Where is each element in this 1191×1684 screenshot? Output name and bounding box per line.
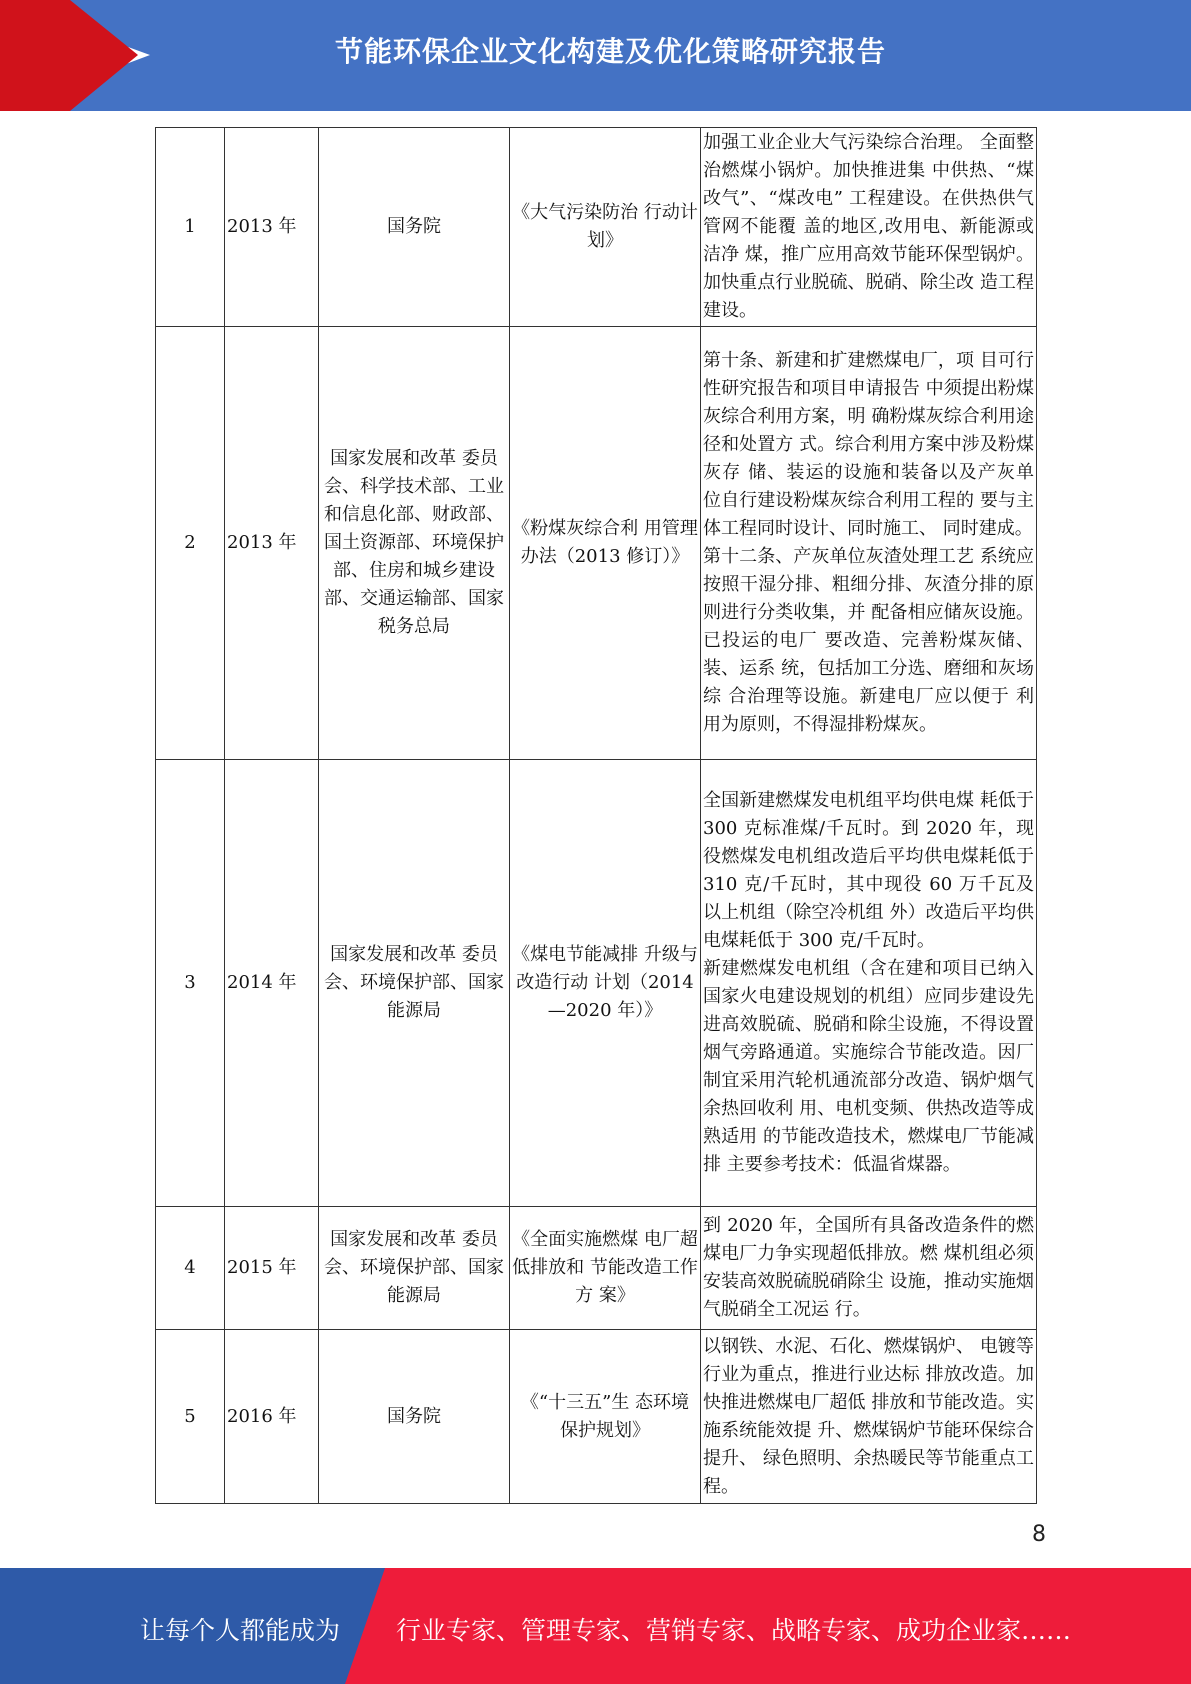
row-content: 到 2020 年，全国所有具备改造条件的燃煤电厂力争实现超低排放。燃 煤机组必须安装高效脱硫脱硝除尘 设施，推动实施烟气脱硝全工况运 行。 <box>701 1207 1037 1330</box>
report-title: 节能环保企业文化构建及优化策略研究报告 <box>334 35 886 68</box>
row-document: 《煤电节能减排 升级与改造行动 计划（2014—2020 年）》 <box>510 760 701 1207</box>
footer-slogan-left: 让每个人都能成为 <box>140 1616 341 1645</box>
policy-table <box>155 127 1037 1504</box>
table-row <box>156 1207 1037 1330</box>
row-content: 全国新建燃煤发电机组平均供电煤 耗低于 300 克标准煤/千瓦时。到 2020 年，现役燃煤发电机组改造后平均供电煤耗低于 310 克/千瓦时，其中现役 60 万千瓦及以上机组（除空冷机组 外）改造后平均供电煤耗低于 300 克/千瓦时。 新建燃煤发电机组（含在建和项目已纳入国家火电建设规划的机组）应同步建设先进高效脱硫、脱硝和除尘设施，不得设置烟气旁路通道。实施综合节能改造。因厂制宜采用汽轮机通流部分改造、锅炉烟气余热回收利 用、电机变频、供热改造等成熟适用 的节能改造技术，燃煤电厂节能减排 主要参考技术：低温省煤器。 <box>701 760 1037 1207</box>
row-number: 4 <box>156 1207 225 1330</box>
page-number: 8 <box>1032 1522 1046 1547</box>
row-department: 国务院 <box>319 1330 510 1504</box>
row-content: 第十条、新建和扩建燃煤电厂，项 目可行性研究报告和项目申请报告 中须提出粉煤灰综合利用方案，明 确粉煤灰综合利用途径和处置方 式。综合利用方案中涉及粉煤灰存 储、装运的设施和装备以及产灰单 位自行建设粉煤灰综合利用工程的 要与主体工程同时设计、同时施工、 同时建成。 第十二条、产灰单位灰渣处理工艺 系统应按照干湿分排、粗细分排、灰渣分排的原则进行分类收集，并 配备相应储灰设施。已投运的电厂 要改造、完善粉煤灰储、装、运系 统，包括加工分选、磨细和灰场综 合治理等设施。新建电厂应以便于 利用为原则，不得湿排粉煤灰。 <box>701 327 1037 760</box>
row-number: 1 <box>156 128 225 327</box>
table-row <box>156 760 1037 1207</box>
row-number: 5 <box>156 1330 225 1504</box>
row-document: 《“十三五”生 态环境保护规划》 <box>510 1330 701 1504</box>
footer-slogan-right: 行业专家、管理专家、营销专家、战略专家、成功企业家…… <box>396 1616 1072 1645</box>
row-year: 2014 年 <box>225 760 319 1207</box>
row-department: 国家发展和改革 委员会、环境保护部、国家能源局 <box>319 1207 510 1330</box>
row-department: 国务院 <box>319 128 510 327</box>
row-number: 2 <box>156 327 225 760</box>
table-row <box>156 327 1037 760</box>
row-year: 2013 年 <box>225 327 319 760</box>
row-document: 《粉煤灰综合利 用管理办法（2013 修订）》 <box>510 327 701 760</box>
row-year: 2016 年 <box>225 1330 319 1504</box>
page-footer <box>0 1568 1191 1684</box>
row-department: 国家发展和改革 委员会、环境保护部、国家能源局 <box>319 760 510 1207</box>
row-year: 2015 年 <box>225 1207 319 1330</box>
table-row <box>156 1330 1037 1504</box>
row-department: 国家发展和改革 委员会、科学技术部、工业和信息化部、财政部、国土资源部、环境保护部、住房和城乡建设部、交通运输部、国家税务总局 <box>319 327 510 760</box>
row-content: 以钢铁、水泥、石化、燃煤锅炉、 电镀等行业为重点，推进行业达标 排放改造。加快推进燃煤电厂超低 排放和节能改造。实施系统能效提 升、燃煤锅炉节能环保综合提升、 绿色照明、余热暖民等节能重点工 程。 <box>701 1330 1037 1504</box>
footer-slant <box>345 1568 385 1684</box>
row-year: 2013 年 <box>225 128 319 327</box>
row-content: 加强工业企业大气污染综合治理。 全面整治燃煤小锅炉。加快推进集 中供热、“煤改气”、“煤改电” 工程建设。在供热供气管网不能覆 盖的地区,改用电、新能源或洁净 煤，推广应用高效节能环保型锅炉。 加快重点行业脱硫、脱硝、除尘改 造工程建设。 <box>701 128 1037 327</box>
row-document: 《大气污染防治 行动计划》 <box>510 128 701 327</box>
page-header <box>0 0 1191 111</box>
table-row <box>156 128 1037 327</box>
row-number: 3 <box>156 760 225 1207</box>
row-document: 《全面实施燃煤 电厂超低排放和 节能改造工作方 案》 <box>510 1207 701 1330</box>
